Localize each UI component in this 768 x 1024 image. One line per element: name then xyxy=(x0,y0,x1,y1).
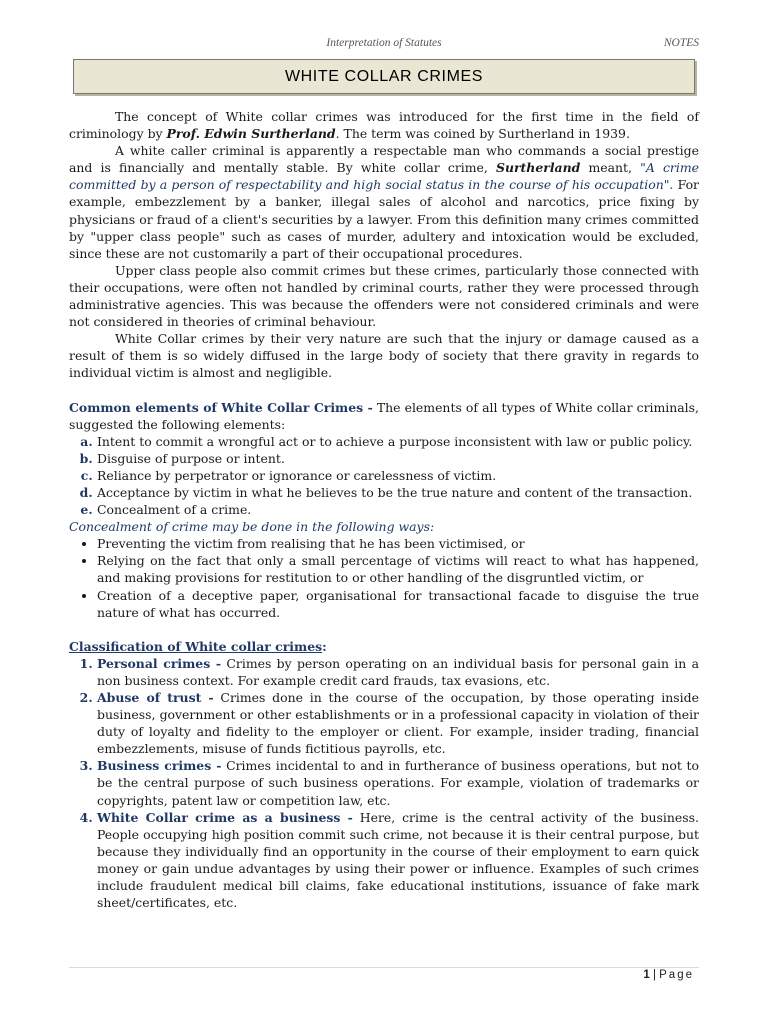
header-notes-label: NOTES xyxy=(663,37,699,49)
classification-term: White Collar crime as a business - xyxy=(97,809,353,825)
classification-heading xyxy=(69,638,699,655)
intro-text: The concept of White collar crimes was introduced for the first time in the field of criminology by xyxy=(69,109,699,142)
document-title: WHITE COLLAR CRIMES xyxy=(284,67,484,85)
page-header xyxy=(69,37,699,53)
list-item: • Creation of a deceptive paper, organisational for transactional facade to disguise the true nature of what has occurred. xyxy=(97,587,699,621)
page-word: Page xyxy=(659,969,694,981)
list-item: a. Intent to commit a wrongful act or to achieve a purpose inconsistent with law or public policy. xyxy=(97,433,699,450)
page-number: 1 xyxy=(643,969,650,981)
classification-text: Crimes incidental to and in furtherance of business operations, but not to be the central purpose of such business operations. For example, violation of trademarks or copyrights, patent law or competition law, etc. xyxy=(97,758,699,808)
concealment-list xyxy=(69,535,699,620)
list-item: b. Disguise of purpose or intent. xyxy=(97,450,699,467)
document-body xyxy=(69,108,699,911)
list-item: • Relying on the fact that only a small percentage of victims will react to what has happened, and making provisions for restitution to or other handling of the disgruntled victim, or xyxy=(97,552,699,586)
intro-text: For example, embezzlement by a banker, illegal sales of alcohol and narcotics, price fixing by physicians or fraud of a client's securities by a lawyer. From this definition many crimes committed by "upper class people" such as cases of murder, adultery and intoxication would be excluded, since these are not customarily a part of their occupational procedures. xyxy=(69,177,700,261)
document-title-box xyxy=(73,59,695,94)
classification-term: Business crimes - xyxy=(97,758,222,774)
classification-heading-text: Classification of White collar crimes xyxy=(69,638,323,654)
elements-lead: The elements of all types of White collar criminals, suggested the following elements: xyxy=(69,399,699,432)
author-name: Surtherland xyxy=(495,160,581,176)
list-item xyxy=(97,655,699,689)
spacer xyxy=(69,382,699,399)
list-item xyxy=(97,757,699,808)
list-item: • Preventing the victim from realising that he has been victimised, or xyxy=(97,535,699,552)
list-item xyxy=(97,809,699,912)
intro-text: . The term was coined by Surtherland in 1939. xyxy=(335,126,630,142)
classification-term: Abuse of trust - xyxy=(97,690,214,705)
elements-intro xyxy=(69,399,699,433)
concealment-lead: Concealment of crime may be done in the following ways: xyxy=(69,519,435,535)
footer-divider xyxy=(69,967,699,968)
intro-text: meant, xyxy=(580,160,641,176)
list-item xyxy=(97,689,699,757)
list-item: c. Reliance by perpetrator or ignorance or carelessness of victim. xyxy=(97,467,699,484)
classification-text: Here, crime is the central activity of the business. People occupying high position commit such crime, not because it is their central purpose, but because they individually find an opportunity in the course of their employment to earn quick money or gain undue advantages by using their power or influence. Examples of such crimes include fraudulent medical bill claims, fake educational institutions, issuance of fake mark sheet/certificates, etc. xyxy=(97,809,700,911)
classification-heading-colon: : xyxy=(322,638,327,654)
spacer xyxy=(69,621,699,638)
author-name: Prof. Edwin Surtherland xyxy=(166,126,336,142)
classification-text: Crimes done in the course of the occupation, by those operating inside business, government or other establishments or in a professional capacity in violation of their duty of loyalty and fidelity to the employer or client. For example, insider trading, financial embezzlements, misuse of funds fictitious payrolls, etc. xyxy=(97,690,699,757)
page-footer xyxy=(69,969,694,981)
intro-paragraph-3: Upper class people also commit crimes but these crimes, particularly those connected with their occupations, were often not handled by criminal courts, rather they were processed through administrative agencies. This was because the offenders were not considered criminals and were not considered in theories of criminal behaviour. xyxy=(69,262,699,330)
intro-paragraph-4: White Collar crimes by their very nature are such that the injury or damage caused as a result of them is so widely diffused in the large body of society that there gravity in regards to individual victim is almost and negligible. xyxy=(69,331,699,381)
definition-quote: "A crime committed by a person of respectability and high social status in the course of his occupation". xyxy=(69,160,699,193)
page-separator: | xyxy=(649,969,660,981)
intro-text: A white caller criminal is apparently a respectable man who commands a social prestige and is financially and mentally stable. By white collar crime, xyxy=(69,143,699,176)
elements-heading: Common elements of White Collar Crimes - xyxy=(69,399,373,415)
header-course-title: Interpretation of Statutes xyxy=(326,37,442,49)
list-item: e. Concealment of a crime. xyxy=(97,501,699,518)
intro-paragraph-1 xyxy=(69,108,699,142)
classification-text: Crimes by person operating on an individual basis for personal gain in a non business context. For example credit card frauds, tax evasions, etc. xyxy=(97,655,699,688)
classification-list xyxy=(69,655,699,911)
list-item: d. Acceptance by victim in what he believes to be the true nature and content of the transaction. xyxy=(97,484,699,501)
classification-term: Personal crimes - xyxy=(97,655,222,671)
intro-paragraph-2 xyxy=(69,142,699,262)
elements-list xyxy=(69,433,699,518)
